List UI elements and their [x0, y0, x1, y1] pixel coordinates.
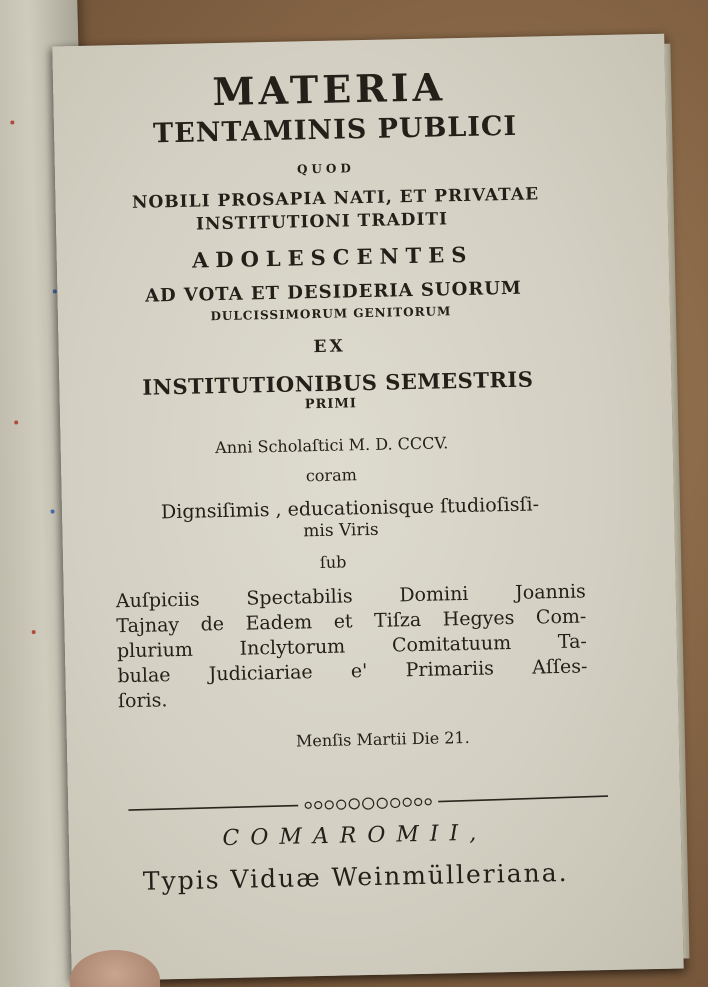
ornamental-rule	[128, 790, 608, 818]
anni-line: Anni Scholaſtici M. D. CCCV.	[214, 433, 449, 458]
ad-vota-line: AD VOTA ET DESIDERIA SUORUM	[144, 277, 523, 307]
auspiciis-line-5: ſoris.	[117, 689, 168, 713]
quod-line: QUOD	[296, 161, 355, 177]
adolescentes-line: ADOLESCENTES	[191, 241, 474, 273]
title-page	[52, 34, 683, 982]
nobili-line-1: NOBILI PROSAPIA NATI, ET PRIVATAE	[131, 184, 540, 213]
auspiciis-line-2: Tajnay de Eadem et Tiſza Hegyes Com-	[116, 605, 587, 638]
auspiciis-line-3: plurium Inclytorum Comitatuum Ta-	[116, 630, 588, 663]
printer-line: Typis Viduæ Weinmülleriana.	[142, 857, 569, 896]
date-line: Menſis Martii Die 21.	[295, 727, 470, 751]
institutionibus-line: INSTITUTIONIBUS SEMESTRIS	[142, 366, 534, 400]
place-of-printing: COMAROMII,	[222, 820, 488, 852]
coram-line: coram	[305, 465, 357, 486]
dignis-line-1: Dignsiſimis , educationisque ſtudioſisſi-	[160, 493, 540, 524]
primi-line: PRIMI	[304, 396, 358, 413]
ex-line: EX	[313, 336, 346, 358]
auspiciis-line-1: Auſpiciis Spectabilis Domini Joannis	[115, 580, 587, 613]
sub-line: ſub	[319, 552, 347, 573]
nobili-line-2: INSTITUTIONI TRADITI	[195, 209, 449, 235]
page-title: MATERIA	[212, 64, 447, 115]
auspiciis-line-4: bulae Judiciariae e' Primariis Aſſes-	[117, 655, 588, 688]
dignis-line-2: mis Viris	[303, 519, 379, 542]
page-subtitle: TENTAMINIS PUBLICI	[152, 110, 518, 150]
dulcissimorum-line: DULCISSIMORUM GENITORUM	[210, 304, 452, 324]
